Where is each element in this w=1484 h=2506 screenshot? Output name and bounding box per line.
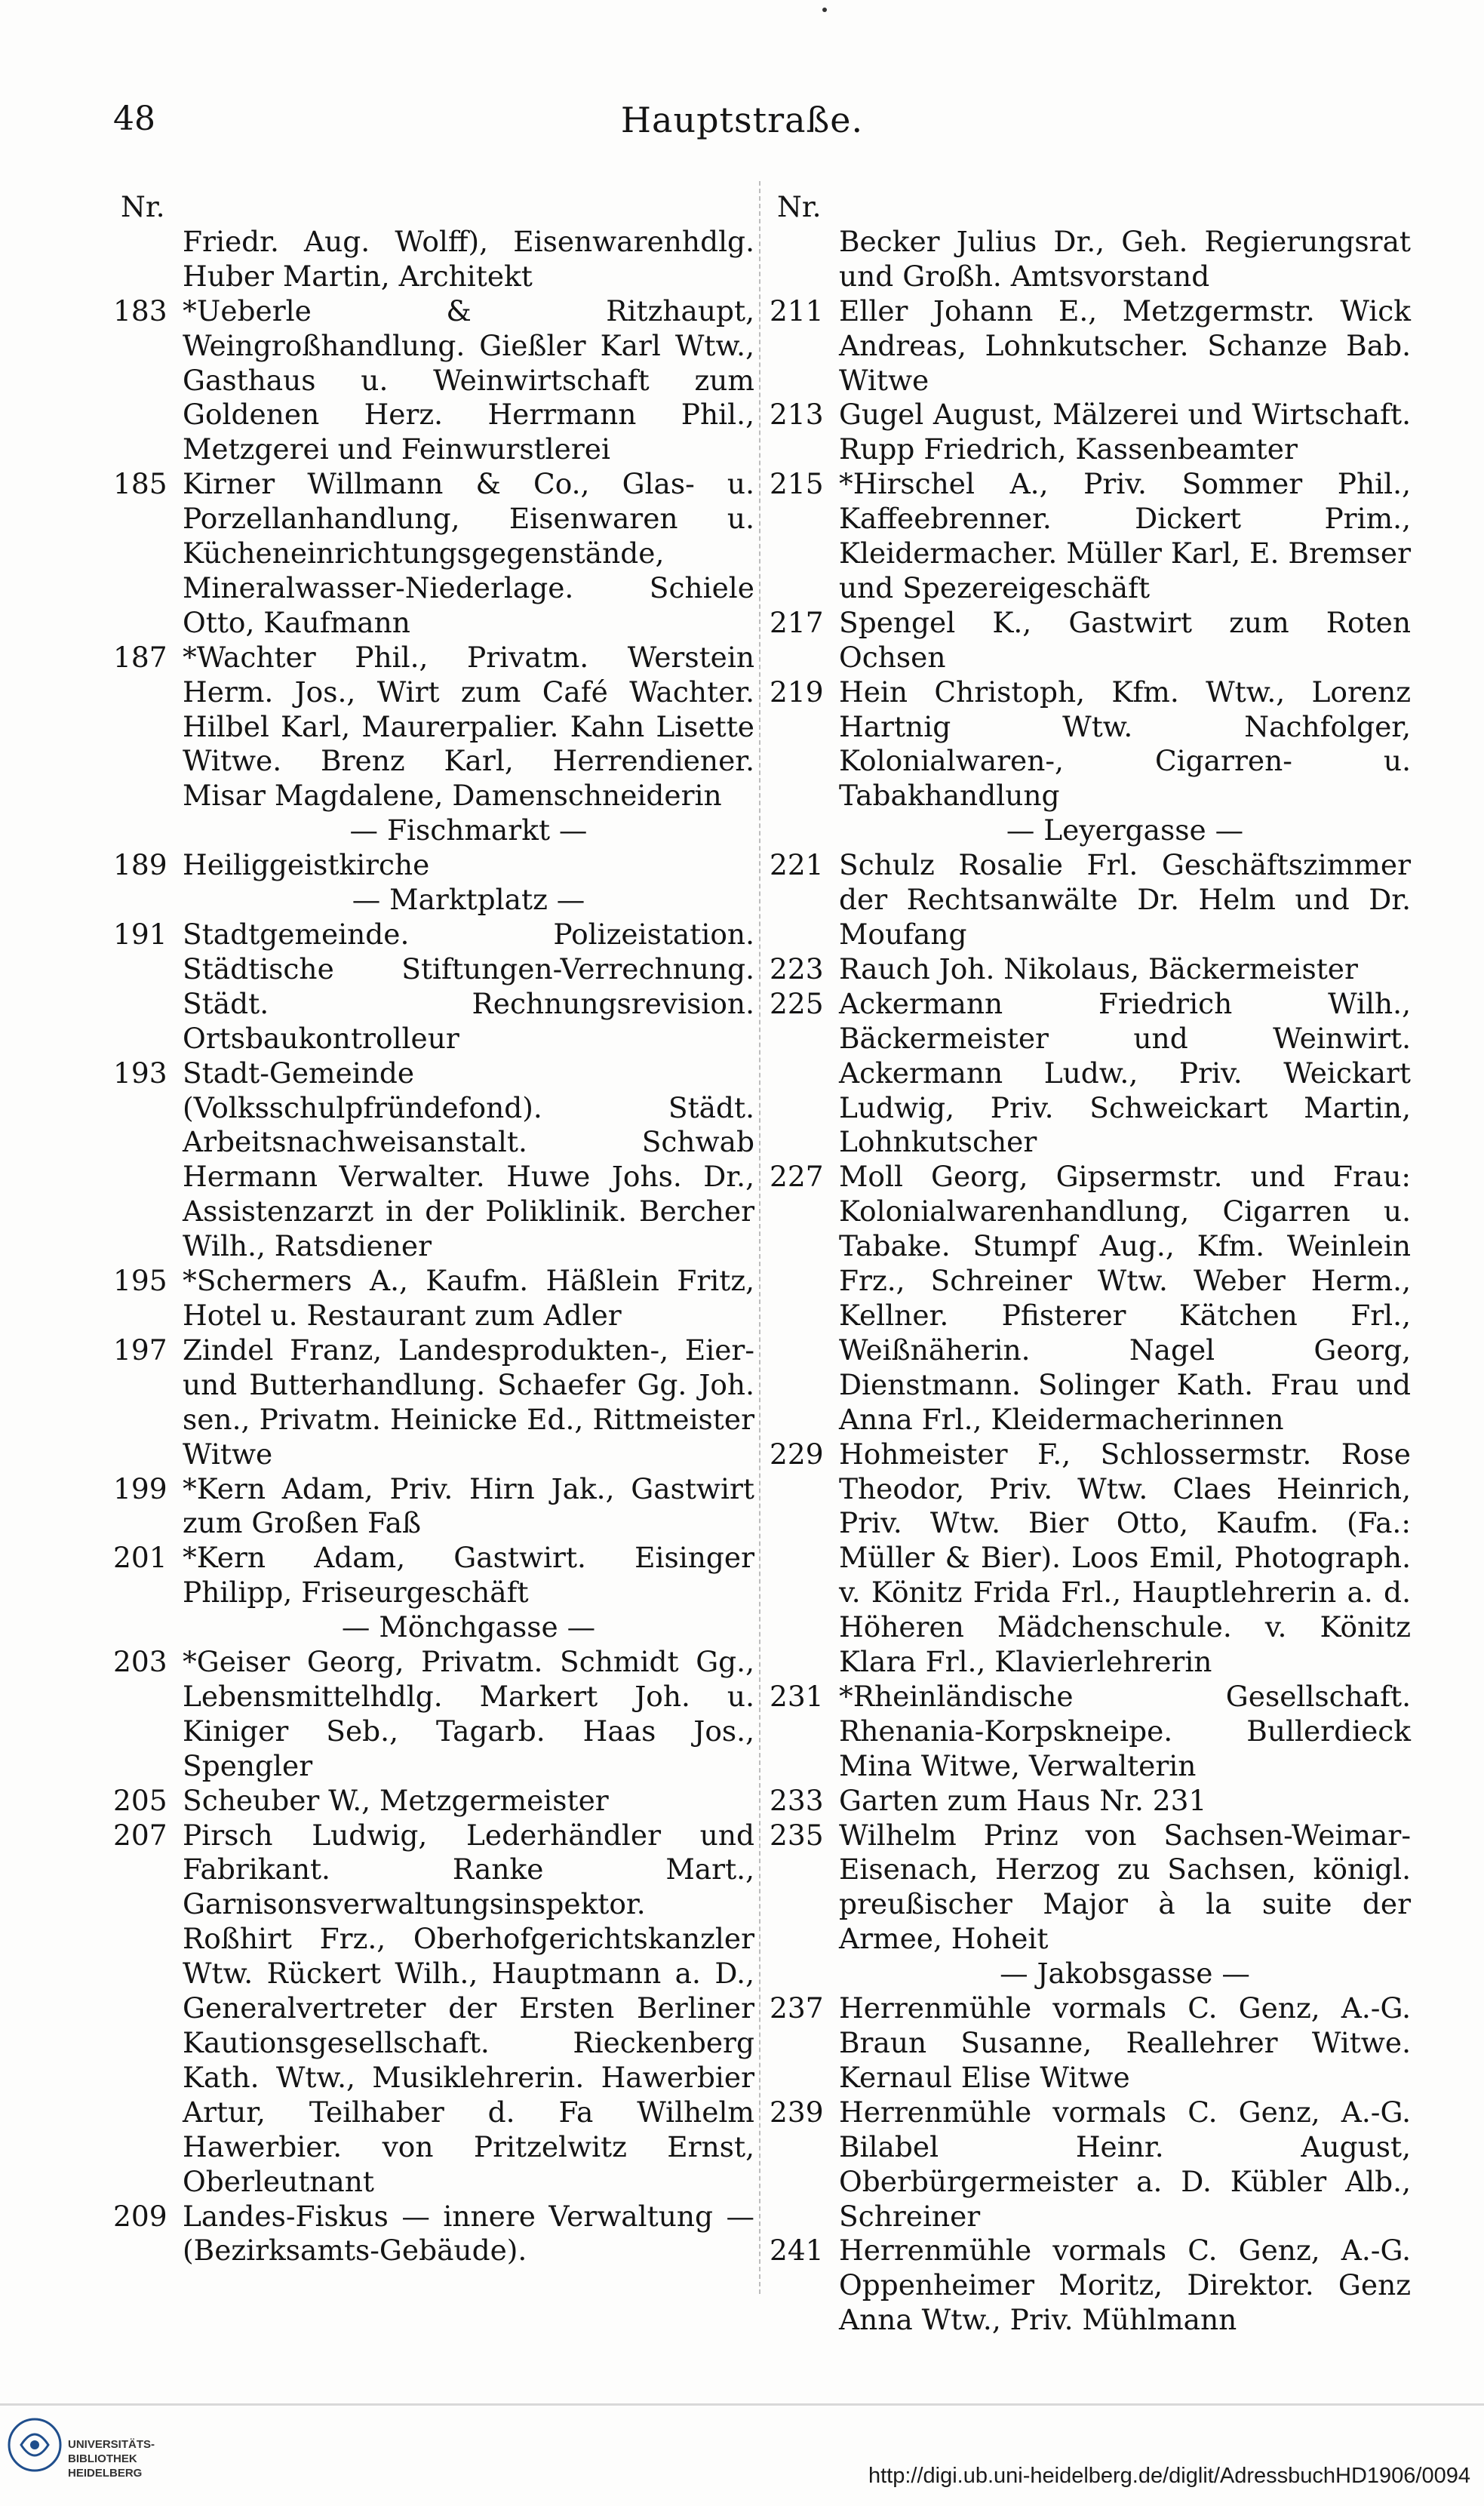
logo-line: HEIDELBERG	[68, 2467, 143, 2480]
entry-text: Friedr. Aug. Wolff), Eisenwarenhdlg. Huber Martin, Architekt	[183, 224, 754, 293]
entry-text: Zindel Franz, Landesprodukten-, Eier- und Butterhandlung. Schaefer Gg. Joh. sen., Privatm. Heinicke Ed., Rittmeister Witwe	[183, 1333, 754, 1471]
house-number: 231	[770, 1679, 824, 1713]
house-number: 197	[113, 1333, 167, 1367]
entry-text: *Kern Adam, Gastwirt. Eisinger Philipp, Friseurgeschäft	[183, 1541, 754, 1610]
directory-entry	[770, 848, 1411, 952]
directory-entry	[113, 2200, 754, 2269]
street-section-heading	[770, 813, 1411, 848]
directory-entry	[770, 467, 1411, 606]
entry-text: Moll Georg, Gipsermstr. und Frau: Kolonialwarenhandlung, Cigarren u. Tabake. Stumpf Aug., Kfm. Weinlein Frz., Schreiner Wtw. Weber Herm., Kellner. Pfisterer Kätchen Frl., Weißnäherin. Nagel Georg, Dienstmann. Solinger Kath. Frau und Anna Frl., Kleidermacherinnen	[839, 1160, 1411, 1436]
page-number: 48	[113, 100, 155, 138]
entry-text: Stadt-Gemeinde (Volksschulpfründefond). Städt. Arbeitsnachweisanstalt. Schwab Hermann Verwalter. Huwe Johs. Dr., Assistenzarzt in der Poliklinik. Bercher Wilh., Ratsdiener	[183, 1056, 754, 1263]
logo-line: UNIVERSITÄTS-	[68, 2438, 155, 2451]
directory-entry	[770, 225, 1411, 294]
footer-divider	[0, 2403, 1484, 2406]
section-label: — Mönchgasse —	[341, 1610, 596, 1644]
house-number: 183	[113, 294, 167, 327]
entry-text: Ackermann Friedrich Wilh., Bäckermeister und Weinwirt. Ackermann Ludw., Priv. Weickart Ludwig, Priv. Schweickart Martin, Lohnkutscher	[839, 986, 1411, 1159]
house-number: 205	[113, 1783, 167, 1817]
house-number: 241	[770, 2234, 824, 2268]
house-number: 227	[770, 1160, 824, 1194]
library-logo	[8, 2407, 205, 2498]
directory-entry	[770, 952, 1411, 987]
directory-entry	[113, 1645, 754, 1784]
directory-entry	[113, 294, 754, 468]
house-number: 187	[113, 640, 167, 674]
entry-text: Scheuber W., Metzgermeister	[183, 1783, 609, 1817]
house-number: 201	[113, 1541, 167, 1575]
section-label: — Leyergasse —	[1006, 813, 1244, 847]
entry-text: Herrenmühle vormals C. Genz, A.-G. Bilabel Heinr. August, Oberbürgermeister a. D. Kübler Alb., Schreiner	[839, 2095, 1411, 2233]
house-number: 239	[770, 2095, 824, 2129]
house-number: 221	[770, 848, 824, 882]
entry-text: Pirsch Ludwig, Lederhändler und Fabrikant. Ranke Mart., Garnisonsverwaltungsinspektor. Roßhirt Frz., Oberhofgerichtskanzler Wtw. Rückert Wilh., Hauptmann a. D., Generalvertreter der Ersten Berliner Kautionsgesellschaft. Rieckenberg Kath. Wtw., Musiklehrerin. Hawerbier Artur, Teilhaber d. Fa Wilhelm Hawerbier. von Pritzelwitz Ernst, Oberleutnant	[183, 1818, 754, 2198]
house-number: 235	[770, 1818, 824, 1852]
house-number: 189	[113, 848, 167, 882]
directory-entry	[113, 848, 754, 883]
directory-entry	[113, 225, 754, 294]
entry-text: *Wachter Phil., Privatm. Werstein Herm. Jos., Wirt zum Café Wachter. Hilbel Karl, Maurerpalier. Kahn Lisette Witwe. Brenz Karl, Herrendiener. Misar Magdalene, Damenschneiderin	[183, 640, 754, 813]
directory-entry	[770, 1680, 1411, 1784]
directory-entry	[113, 641, 754, 814]
directory-entry	[770, 2234, 1411, 2338]
street-section-heading	[113, 813, 754, 848]
directory-entry	[770, 398, 1411, 467]
right-column	[770, 190, 1411, 2337]
section-label: — Jakobsgasse —	[1000, 1957, 1250, 1991]
library-seal-icon	[8, 2415, 62, 2475]
directory-entry	[113, 1472, 754, 1542]
house-number: 199	[113, 1471, 167, 1505]
source-link[interactable]: http://digi.ub.uni-heidelberg.de/diglit/AdressbuchHD1906/0094	[868, 2464, 1470, 2488]
street-section-heading	[113, 1610, 754, 1645]
directory-entry	[770, 987, 1411, 1161]
house-number: 229	[770, 1437, 824, 1471]
street-section-heading	[113, 883, 754, 918]
directory-entry	[113, 1264, 754, 1333]
directory-entry	[770, 1784, 1411, 1819]
entry-text: *Hirschel A., Priv. Sommer Phil., Kaffeebrenner. Dickert Prim., Kleidermacher. Müller Karl, E. Bremser und Spezereigeschäft	[839, 467, 1411, 604]
house-number: 215	[770, 467, 824, 501]
directory-entry	[770, 1437, 1411, 1680]
house-number: 211	[770, 294, 824, 327]
entry-text: Stadtgemeinde. Polizeistation. Städtische Stiftungen-Verrechnung. Städt. Rechnungsrevision. Ortsbaukontrolleur	[183, 918, 754, 1055]
directory-entry	[770, 1819, 1411, 1957]
directory-entry	[113, 1056, 754, 1264]
entry-text: Herrenmühle vormals C. Genz, A.-G. Braun Susanne, Reallehrer Witwe. Kernaul Elise Witwe	[839, 1991, 1411, 2094]
directory-entry	[770, 675, 1411, 814]
entry-text: Eller Johann E., Metzgermstr. Wick Andreas, Lohnkutscher. Schanze Bab. Witwe	[839, 294, 1411, 397]
directory-entry	[113, 1819, 754, 2200]
entry-text: Heiliggeistkirche	[183, 848, 430, 882]
house-number: 207	[113, 1818, 167, 1852]
house-number: 237	[770, 1991, 824, 2025]
house-number: 217	[770, 605, 824, 639]
section-label: — Fischmarkt —	[349, 813, 588, 847]
house-number: 233	[770, 1783, 824, 1817]
entry-text: *Ueberle & Ritzhaupt, Weingroßhandlung. Gießler Karl Wtw., Gasthaus u. Weinwirtschaft zum Goldenen Herz. Herrmann Phil., Metzgerei und Feinwurstlerei	[183, 294, 754, 466]
directory-entry	[770, 606, 1411, 675]
house-number: 219	[770, 675, 824, 709]
house-number: 195	[113, 1264, 167, 1298]
entry-text: Kirner Willmann & Co., Glas- u. Porzellanhandlung, Eisenwaren u. Kücheneinrichtungsgegenstände, Mineralwasser-Niederlage. Schiele Otto, Kaufmann	[183, 467, 754, 639]
house-number: 203	[113, 1645, 167, 1679]
entry-text: Landes-Fiskus — innere Verwaltung — (Bezirksamts-Gebäude).	[183, 2199, 754, 2268]
house-number: 213	[770, 398, 824, 432]
directory-entry	[770, 294, 1411, 398]
house-number: 191	[113, 918, 167, 952]
running-head: Hauptstraße.	[620, 100, 864, 140]
speck-mark	[822, 8, 827, 12]
entry-text: *Rheinländische Gesellschaft. Rhenania-Korpskneipe. Bullerdieck Mina Witwe, Verwalterin	[839, 1679, 1411, 1782]
directory-entry	[113, 1541, 754, 1610]
directory-entry	[113, 1784, 754, 1819]
entry-text: Wilhelm Prinz von Sachsen-Weimar-Eisenach, Herzog zu Sachsen, königl. preußischer Major à la suite der Armee, Hoheit	[839, 1818, 1411, 1956]
entry-text: Gugel August, Mälzerei und Wirtschaft. Rupp Friedrich, Kassenbeamter	[839, 398, 1411, 466]
entry-text: Rauch Joh. Nikolaus, Bäckermeister	[839, 952, 1358, 985]
entry-text: Schulz Rosalie Frl. Geschäftszimmer der Rechtsanwälte Dr. Helm und Dr. Moufang	[839, 848, 1411, 952]
entry-text: Garten zum Haus Nr. 231	[839, 1783, 1207, 1817]
directory-entry	[113, 918, 754, 1056]
entry-text: Hein Christoph, Kfm. Wtw., Lorenz Hartnig Wtw. Nachfolger, Kolonialwaren-, Cigarren- u. Tabakhandlung	[839, 675, 1411, 813]
column-header: Nr.	[121, 190, 165, 223]
section-label: — Marktplatz —	[352, 883, 585, 917]
house-number: 185	[113, 467, 167, 501]
entry-text: Becker Julius Dr., Geh. Regierungsrat und Großh. Amtsvorstand	[839, 224, 1411, 293]
entry-text: *Geiser Georg, Privatm. Schmidt Gg., Lebensmittelhdlg. Markert Joh. u. Kiniger Seb., Tagarb. Haas Jos., Spengler	[183, 1645, 754, 1782]
house-number: 223	[770, 952, 824, 985]
house-number: 225	[770, 986, 824, 1020]
street-section-heading	[770, 1957, 1411, 1991]
column-divider	[759, 181, 760, 2294]
entry-text: Spengel K., Gastwirt zum Roten Ochsen	[839, 605, 1411, 674]
directory-entry	[770, 1991, 1411, 2096]
logo-line: BIBLIOTHEK	[68, 2452, 137, 2465]
house-number: 209	[113, 2199, 167, 2233]
directory-entry	[113, 467, 754, 641]
house-number: 193	[113, 1056, 167, 1090]
column-header: Nr.	[777, 190, 822, 223]
directory-entry	[770, 1160, 1411, 1437]
directory-entry	[770, 2096, 1411, 2234]
entry-text: Herrenmühle vormals C. Genz, A.-G. Oppenheimer Moritz, Direktor. Genz Anna Wtw., Priv. Mühlmann	[839, 2234, 1411, 2337]
entry-text: *Kern Adam, Priv. Hirn Jak., Gastwirt zum Großen Faß	[183, 1471, 754, 1540]
left-column	[113, 190, 754, 2295]
directory-entry	[113, 1333, 754, 1472]
entry-text: Hohmeister F., Schlossermstr. Rose Theodor, Priv. Wtw. Claes Heinrich, Priv. Wtw. Bier Otto, Kaufm. (Fa.: Müller & Bier). Loos Emil, Photograph. v. Könitz Frida Frl., Hauptlehrerin a. d. Höheren Mädchenschule. v. Könitz Klara Frl., Klavierlehrerin	[839, 1437, 1411, 1679]
entry-text: *Schermers A., Kaufm. Häßlein Fritz, Hotel u. Restaurant zum Adler	[183, 1264, 754, 1332]
